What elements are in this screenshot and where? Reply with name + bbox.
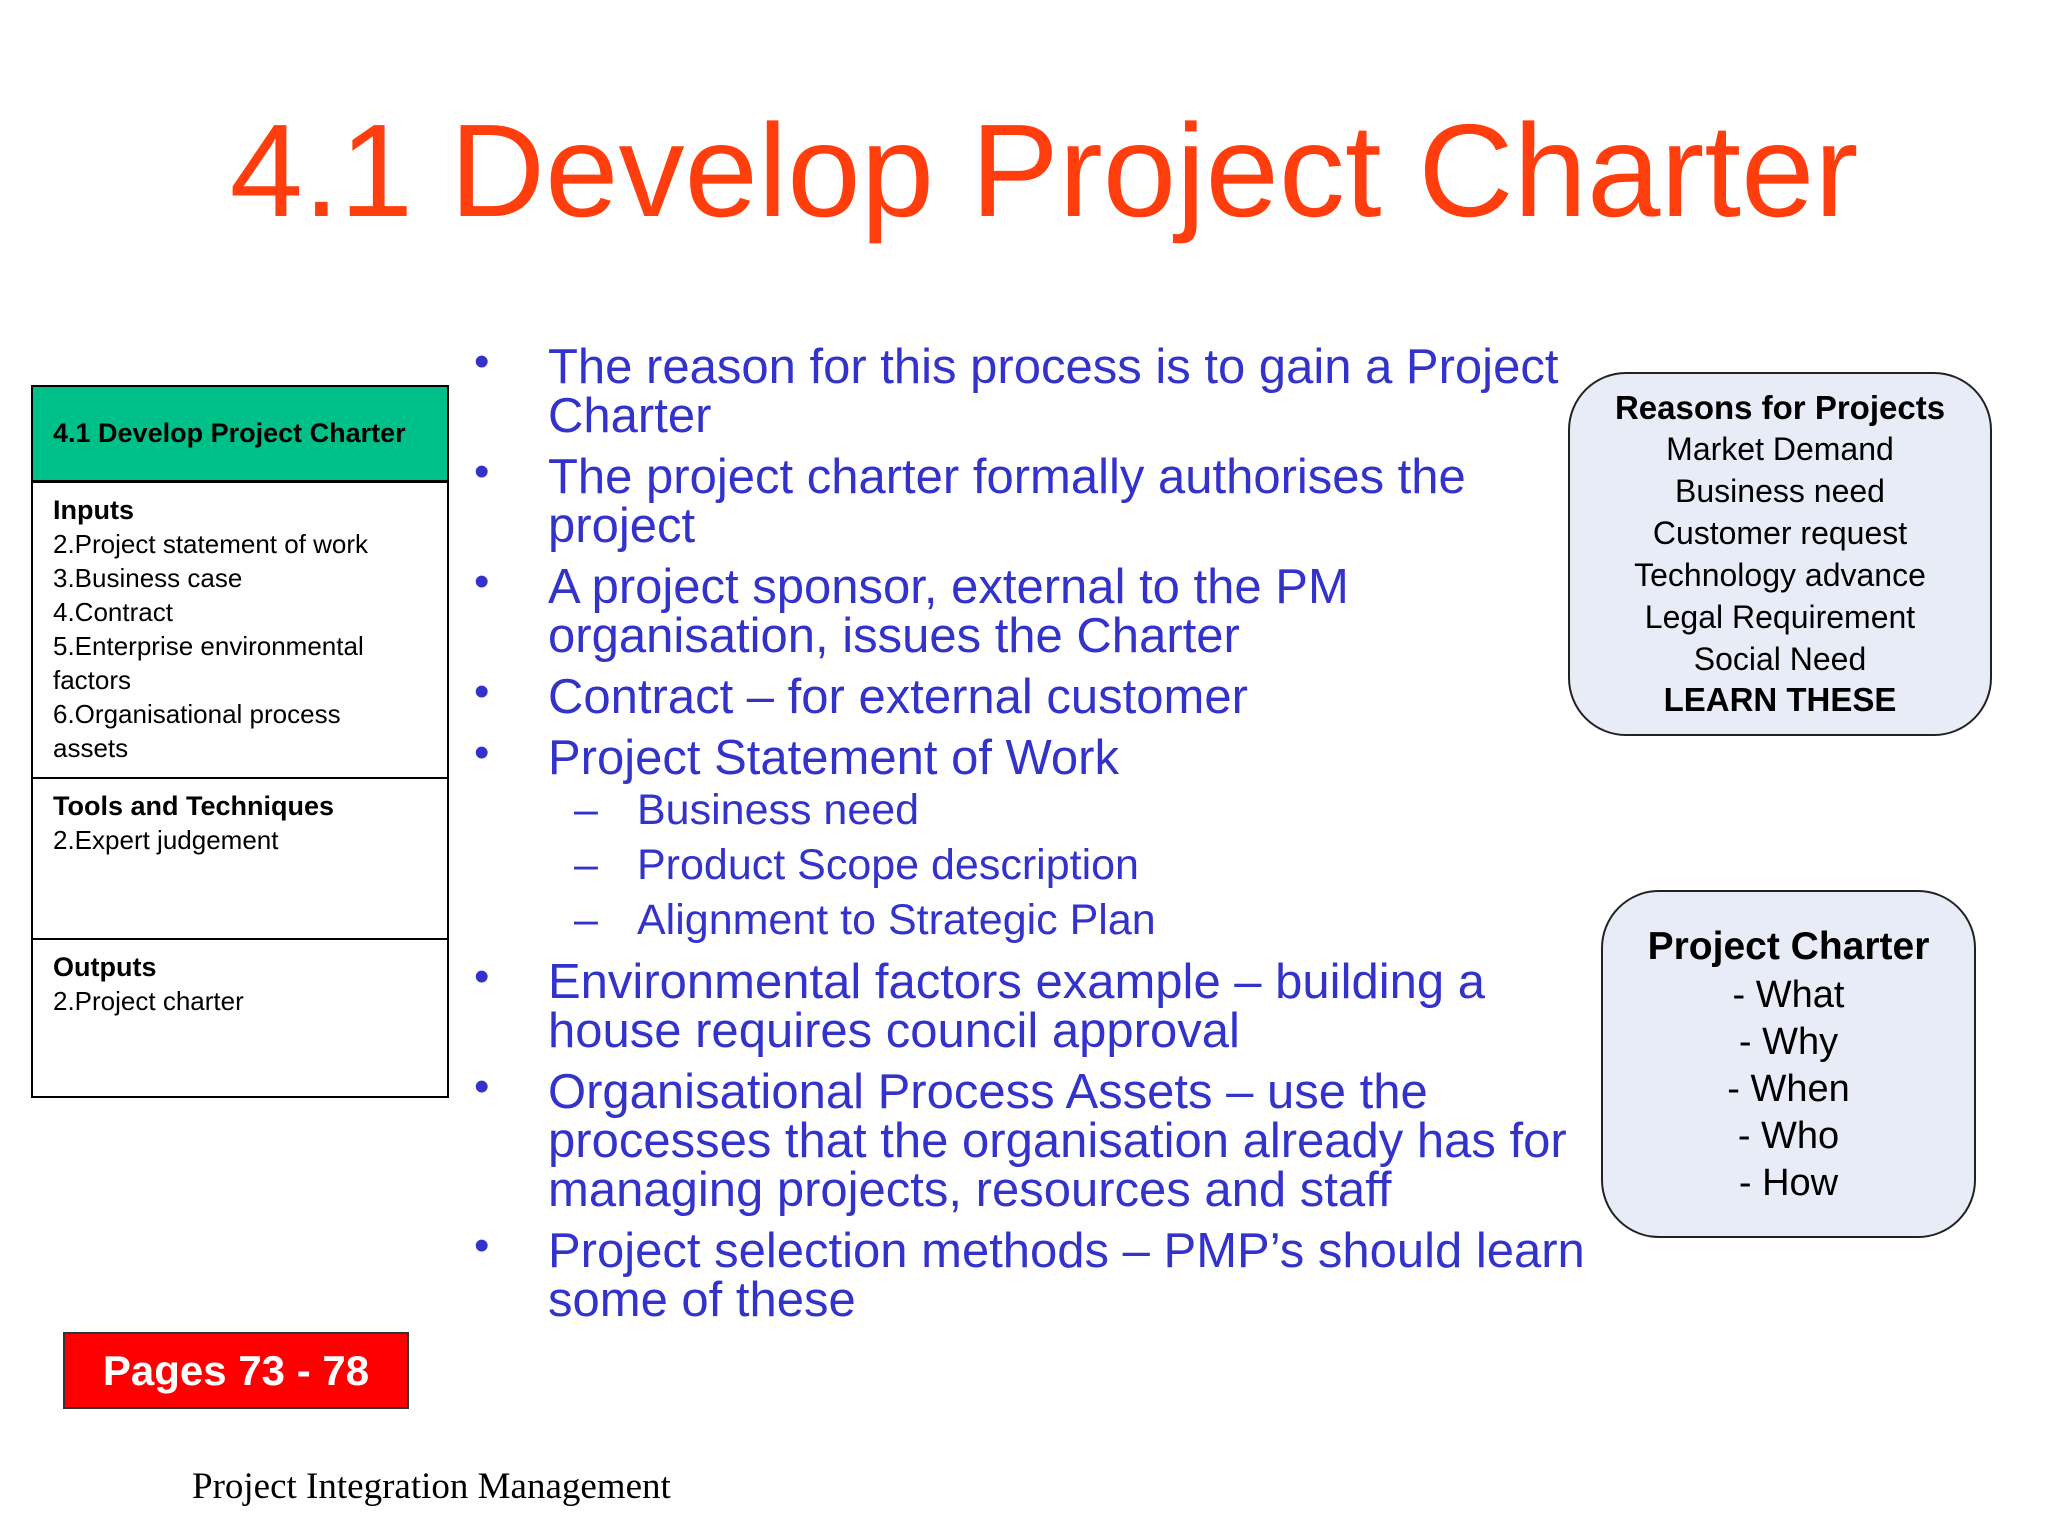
sub-bullet-item: – Alignment to Strategic Plan: [466, 893, 1586, 948]
charter-item: - Why: [1738, 1021, 1839, 1063]
bullet-item: • A project sponsor, external to the PM organisation, issues the Charter: [466, 563, 1586, 661]
pages-badge: Pages 73 - 78: [63, 1332, 409, 1409]
process-box: [31, 385, 449, 1098]
outputs-title: Outputs: [53, 952, 157, 982]
input-item: 4.Contract: [53, 597, 173, 627]
charter-item: - What: [1732, 974, 1845, 1016]
reason-item: Social Need: [1693, 641, 1867, 677]
inputs-section: [33, 483, 447, 779]
bullet-item: • Contract – for external customer: [466, 673, 1586, 722]
bullet-item: • Organisational Process Assets – use the processes that the organisation already has for managing projects, resources and staff: [466, 1068, 1586, 1215]
tools-section: [33, 779, 447, 940]
charter-item: - When: [1727, 1068, 1850, 1110]
input-item: 3.Business case: [53, 563, 243, 593]
charter-title: Project Charter: [1647, 925, 1930, 968]
bullet-item: • The reason for this process is to gain a Project Charter: [466, 343, 1586, 441]
bullet-list: [466, 340, 1586, 1337]
inputs-title: Inputs: [53, 495, 134, 525]
reasons-for-projects-box: [1568, 372, 1992, 736]
sub-bullet-item: – Business need: [466, 783, 1586, 838]
process-header: 4.1 Develop Project Charter: [33, 387, 447, 483]
tool-item: 2.Expert judgement: [53, 825, 279, 855]
slide-title: 4.1 Develop Project Charter: [229, 97, 1859, 244]
learn-these-label: LEARN THESE: [1663, 681, 1897, 718]
tools-title: Tools and Techniques: [53, 791, 335, 821]
reason-item: Market Demand: [1666, 431, 1894, 467]
input-item: 2.Project statement of work: [53, 529, 369, 559]
input-item: 5.Enterprise environmental: [53, 631, 364, 661]
outputs-section: [33, 940, 447, 1095]
bullet-item: • The project charter formally authorises the project: [466, 453, 1586, 551]
reason-item: Customer request: [1652, 515, 1908, 551]
sub-bullet-item: – Product Scope description: [466, 838, 1586, 893]
input-item: 6.Organisational process: [53, 699, 341, 729]
project-charter-box: [1601, 890, 1976, 1238]
bullet-item: • Project Statement of Work: [466, 734, 1586, 783]
bullet-item: • Project selection methods – PMP’s should learn some of these: [466, 1227, 1586, 1325]
reasons-title: Reasons for Projects: [1614, 389, 1946, 426]
reason-item: Business need: [1675, 473, 1885, 509]
output-item: 2.Project charter: [53, 986, 244, 1016]
reason-item: Technology advance: [1634, 557, 1926, 593]
reason-item: Legal Requirement: [1644, 599, 1916, 635]
bullet-item: • Environmental factors example – building a house requires council approval: [466, 958, 1586, 1056]
footer-text: Project Integration Management: [192, 1466, 671, 1507]
input-item: factors: [53, 665, 132, 695]
charter-item: - Who: [1737, 1115, 1840, 1157]
input-item: assets: [53, 733, 129, 763]
charter-item: - How: [1738, 1162, 1839, 1204]
